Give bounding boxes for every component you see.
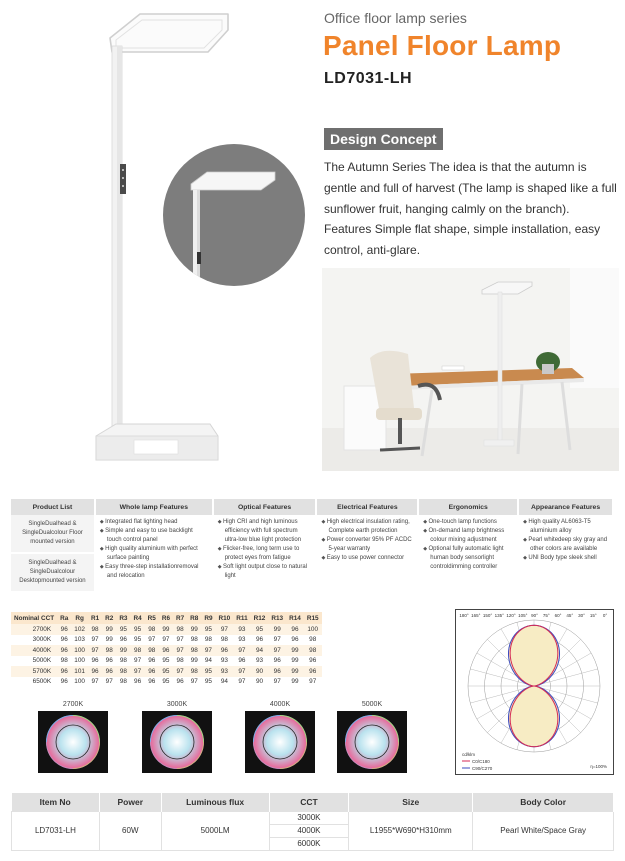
cri-header: R14 <box>286 612 304 624</box>
cri-cell: 96 <box>105 657 113 665</box>
gamut-label: 2700K <box>62 701 84 708</box>
cri-header: R12 <box>251 612 269 624</box>
list-item: ◆ UNI Body type sleek shell <box>523 554 608 563</box>
cri-cell: 99 <box>291 678 299 686</box>
efficiency-label: η=100% <box>590 764 607 769</box>
cri-cell: 95 <box>204 678 212 686</box>
cri-cell: 97 <box>173 645 187 656</box>
cri-cell: 96 <box>238 657 246 665</box>
cri-cell: 97 <box>176 636 184 644</box>
cri-cell: 6500K <box>32 678 52 686</box>
cri-header: R5 <box>145 612 159 624</box>
table-row <box>11 677 322 688</box>
cri-cell: 93 <box>255 657 264 665</box>
cri-header: R2 <box>102 612 116 624</box>
cri-cell: 97 <box>233 666 250 677</box>
cri-cell: 97 <box>273 636 281 644</box>
table-row <box>11 624 322 635</box>
cri-cell: 98 <box>187 645 201 656</box>
cri-cell: 100 <box>74 657 85 665</box>
cri-cell: 96 <box>60 636 68 644</box>
cri-cell: 96 <box>134 678 142 686</box>
gamut-image <box>38 711 108 773</box>
cri-cell: 98 <box>304 645 322 656</box>
cri-cell: 98 <box>130 645 144 656</box>
features-header: Electrical Features <box>316 499 418 515</box>
cri-cell: 97 <box>238 678 246 686</box>
gamut-label: 3000K <box>166 701 188 708</box>
cri-cell: 97 <box>273 678 281 686</box>
cri-cell: 94 <box>251 645 269 656</box>
cri-cell: 90 <box>255 678 264 686</box>
cri-cell: 98 <box>309 636 317 644</box>
cri-cell: 96 <box>273 657 281 665</box>
spec-header: Size <box>349 793 473 811</box>
polar-angle-label: 180° <box>459 613 469 618</box>
cct-cell: 6000K <box>269 837 349 850</box>
cri-cell: 90 <box>251 666 269 677</box>
cri-cell: 97 <box>88 645 102 656</box>
cri-cell: 97 <box>190 678 198 686</box>
table-row <box>11 656 322 667</box>
legend-entry: C0/C180 <box>472 759 490 764</box>
cri-cell: 97 <box>105 678 113 686</box>
item-number-cell: LD7031-LH <box>12 811 100 850</box>
cri-cell: 95 <box>201 624 215 635</box>
table-row <box>11 645 322 656</box>
cri-cell: 99 <box>268 624 286 635</box>
cri-cell: 98 <box>173 624 187 635</box>
spec-table <box>11 793 614 851</box>
list-item: ◆ High electrical insulation rating, Complete earth protection <box>321 518 413 536</box>
cri-header: R4 <box>130 612 144 624</box>
cri-cell: 97 <box>233 645 250 656</box>
cri-header: R8 <box>187 612 201 624</box>
color-gamut-2700k <box>38 701 108 773</box>
design-concept-label: Design Concept <box>324 128 443 150</box>
cri-cell: 96 <box>148 678 156 686</box>
cri-cell: 96 <box>216 645 234 656</box>
cri-table <box>11 612 322 687</box>
list-item: ◆ Flicker-free, long term use to protect eyes from fatigue <box>218 545 312 563</box>
cri-cell: 99 <box>286 645 304 656</box>
cri-cell: 96 <box>145 666 159 677</box>
cri-cell: 96 <box>309 657 317 665</box>
cri-cell: 96 <box>119 636 127 644</box>
cri-cell: 99 <box>190 657 198 665</box>
legend-entry: C90/C270 <box>472 766 493 771</box>
cri-cell: 98 <box>88 624 102 635</box>
optical-features <box>213 515 317 591</box>
cri-cell: 96 <box>60 678 68 686</box>
polar-angle-label: 30° <box>578 613 585 618</box>
cri-cell: 99 <box>159 624 173 635</box>
series-subtitle: Office floor lamp series <box>324 10 467 26</box>
cri-cell: 97 <box>134 657 142 665</box>
product-list-item: SingleDualhead & SingleDualcolour Floor mounted version <box>11 515 95 553</box>
polar-angle-label: 90° <box>531 613 538 618</box>
cri-cell: 5700K <box>11 666 57 677</box>
cri-header: R13 <box>268 612 286 624</box>
design-concept-text: The Autumn Series The idea is that the autumn is gentle and full of harvest (The lamp is shaped like a full sunflower fruit, hanging calmly on the branch). Features Simple flat shape, simple installation, easy control, anti-glare. <box>324 160 617 258</box>
polar-unit: cd/klm <box>462 752 476 757</box>
cri-header: Ra <box>57 612 71 624</box>
cri-header: R1 <box>88 612 102 624</box>
cri-cell: 96 <box>148 657 156 665</box>
cri-cell: 98 <box>60 657 68 665</box>
cri-cell: 95 <box>201 666 215 677</box>
features-header: Appearance Features <box>518 499 613 515</box>
cri-cell: 97 <box>268 645 286 656</box>
appearance-features <box>518 515 613 591</box>
cri-cell: 95 <box>162 657 170 665</box>
cri-header: R15 <box>304 612 322 624</box>
polar-angle-label: 105° <box>518 613 528 618</box>
lamp-detail-image <box>163 144 305 286</box>
cri-cell: 96 <box>88 666 102 677</box>
cri-cell: 3000K <box>32 636 52 644</box>
cri-header: R11 <box>233 612 250 624</box>
cri-cell: 96 <box>268 666 286 677</box>
cri-cell: 93 <box>233 624 250 635</box>
list-item: ◆ One-touch lamp functions <box>423 518 513 527</box>
cri-cell: 5000K <box>32 657 52 665</box>
cri-cell: 101 <box>71 666 88 677</box>
cri-cell: 97 <box>173 666 187 677</box>
cri-header: Rg <box>71 612 88 624</box>
spec-header: CCT <box>269 793 349 811</box>
cri-cell: 95 <box>162 678 170 686</box>
product-list-item: SingleDualhead & SingleDualcolour Desktopmounted version <box>11 553 95 591</box>
cri-cell: 96 <box>159 645 173 656</box>
cri-cell: 98 <box>119 657 127 665</box>
cri-header: R9 <box>201 612 215 624</box>
polar-angle-label: 15° <box>589 613 597 618</box>
cri-cell: 96 <box>57 624 71 635</box>
features-table <box>11 499 614 591</box>
cct-cell: 4000K <box>269 824 349 837</box>
cri-cell: 96 <box>286 624 304 635</box>
cri-cell: 100 <box>304 624 322 635</box>
list-item: ◆ High quality AL6063-T5 aluminium alloy <box>523 518 608 536</box>
features-header: Whole lamp Features <box>95 499 213 515</box>
cri-cell: 98 <box>190 636 198 644</box>
list-item: ◆ On-demand lamp brightness colour mixing adjustment <box>423 527 513 545</box>
cri-cell: 95 <box>130 624 144 635</box>
whole-lamp-features <box>95 515 213 591</box>
luminous-flux-cell: 5000LM <box>161 811 269 850</box>
cri-cell: 97 <box>309 678 317 686</box>
cri-cell: 94 <box>220 678 228 686</box>
cri-cell: 97 <box>162 636 170 644</box>
office-scene-photo <box>322 268 619 471</box>
cri-cell: 98 <box>187 666 201 677</box>
cri-cell: 98 <box>176 657 184 665</box>
polar-angle-label: 150° <box>482 613 493 618</box>
cri-cell: 98 <box>204 636 212 644</box>
model-number: LD7031-LH <box>324 70 413 87</box>
list-item: ◆ Soft light output close to natural light <box>218 563 312 581</box>
list-item: ◆ Easy three-step installationremoval and relocation <box>100 563 208 581</box>
cri-cell: 4000K <box>11 645 57 656</box>
cri-cell: 96 <box>57 666 71 677</box>
gamut-image <box>337 711 407 773</box>
list-item: ◆ Optional fully automatic light human body sensorlight controldimming controller <box>423 545 513 572</box>
table-row <box>11 666 322 677</box>
cri-header: R10 <box>216 612 234 624</box>
size-cell: L1955*W690*H310mm <box>349 811 473 850</box>
cri-cell: 96 <box>176 678 184 686</box>
table-row <box>11 635 322 646</box>
list-item: ◆ Integrated flat lighting head <box>100 518 208 527</box>
polar-angle-label: 135° <box>494 613 504 618</box>
light-distribution-chart <box>455 609 614 775</box>
cri-cell: 96 <box>57 645 71 656</box>
power-cell: 60W <box>99 811 161 850</box>
cri-header: R7 <box>173 612 187 624</box>
polar-angle-label: 120° <box>506 613 516 618</box>
cri-cell: 97 <box>91 636 99 644</box>
cri-cell: 2700K <box>11 624 57 635</box>
product-title: Panel Floor Lamp <box>323 30 562 61</box>
cri-header: R6 <box>159 612 173 624</box>
cri-cell: 96 <box>304 666 322 677</box>
polar-angle-label: 60° <box>554 613 562 618</box>
electrical-features <box>316 515 418 591</box>
cri-cell: 96 <box>91 657 99 665</box>
polar-angle-label: 75° <box>542 613 550 618</box>
cri-cell: 99 <box>291 657 299 665</box>
features-header: Product List <box>11 499 95 515</box>
cri-cell: 97 <box>91 678 99 686</box>
cri-cell: 99 <box>187 624 201 635</box>
gamut-label: 4000K <box>269 701 291 708</box>
spec-header: Luminous flux <box>161 793 269 811</box>
list-item: ◆ High quality aluminium with perfect surface painting <box>100 545 208 563</box>
cri-cell: 93 <box>220 657 228 665</box>
cri-cell: 98 <box>145 645 159 656</box>
color-gamut-4000k <box>245 701 315 773</box>
cri-cell: 100 <box>74 678 85 686</box>
cri-cell: 95 <box>251 624 269 635</box>
cri-cell: 97 <box>201 645 215 656</box>
list-item: ◆ Pearl whitedeep sky gray and other colors are available <box>523 536 608 554</box>
list-item: ◆ Power converter 95% PF ACDC 5-year warranty <box>321 536 413 554</box>
features-header: Optical Features <box>213 499 317 515</box>
cri-cell: 102 <box>71 624 88 635</box>
list-item: ◆ Easy to use power connector <box>321 554 413 563</box>
polar-angle-label: 165° <box>471 613 481 618</box>
cri-cell: 97 <box>148 636 156 644</box>
cri-cell: 97 <box>216 624 234 635</box>
cri-cell: 96 <box>102 666 116 677</box>
cri-cell: 98 <box>145 624 159 635</box>
cri-cell: 96 <box>255 636 264 644</box>
gamut-image <box>142 711 212 773</box>
gamut-image <box>245 711 315 773</box>
gamut-label: 5000K <box>361 701 383 708</box>
cri-cell: 99 <box>286 666 304 677</box>
cri-header: R3 <box>116 612 130 624</box>
cri-cell: 98 <box>102 645 116 656</box>
cri-cell: 95 <box>134 636 142 644</box>
features-header: Ergonomics <box>418 499 518 515</box>
polar-angle-label: 0° <box>602 613 608 618</box>
cri-cell: 100 <box>71 645 88 656</box>
cri-cell: 95 <box>159 666 173 677</box>
spec-header: Item No <box>12 793 100 811</box>
cri-cell: 99 <box>102 624 116 635</box>
polar-angle-label: 45° <box>566 613 574 618</box>
cri-header: Nominal CCT <box>11 612 57 624</box>
cct-cell: 3000K <box>269 811 349 824</box>
cri-cell: 94 <box>204 657 212 665</box>
cri-cell: 98 <box>119 678 127 686</box>
cri-cell: 93 <box>216 666 234 677</box>
cri-cell: 99 <box>116 645 130 656</box>
spec-header: Power <box>99 793 161 811</box>
body-color-cell: Pearl White/Space Gray <box>473 811 614 850</box>
cri-cell: 98 <box>116 666 130 677</box>
cri-cell: 93 <box>238 636 246 644</box>
cri-cell: 103 <box>74 636 85 644</box>
cri-cell: 95 <box>116 624 130 635</box>
spec-header: Body Color <box>473 793 614 811</box>
cri-cell: 97 <box>130 666 144 677</box>
color-gamut-3000k <box>142 701 212 773</box>
cri-cell: 99 <box>105 636 113 644</box>
list-item: ◆ Simple and easy to use backlight touch control panel <box>100 527 208 545</box>
cri-cell: 98 <box>220 636 228 644</box>
cri-cell: 96 <box>291 636 299 644</box>
ergonomics-features <box>418 515 518 591</box>
color-gamut-5000k <box>337 701 407 773</box>
list-item: ◆ High CRI and high luminous efficiency with full spectrum ultra-low blue light protection <box>218 518 312 545</box>
